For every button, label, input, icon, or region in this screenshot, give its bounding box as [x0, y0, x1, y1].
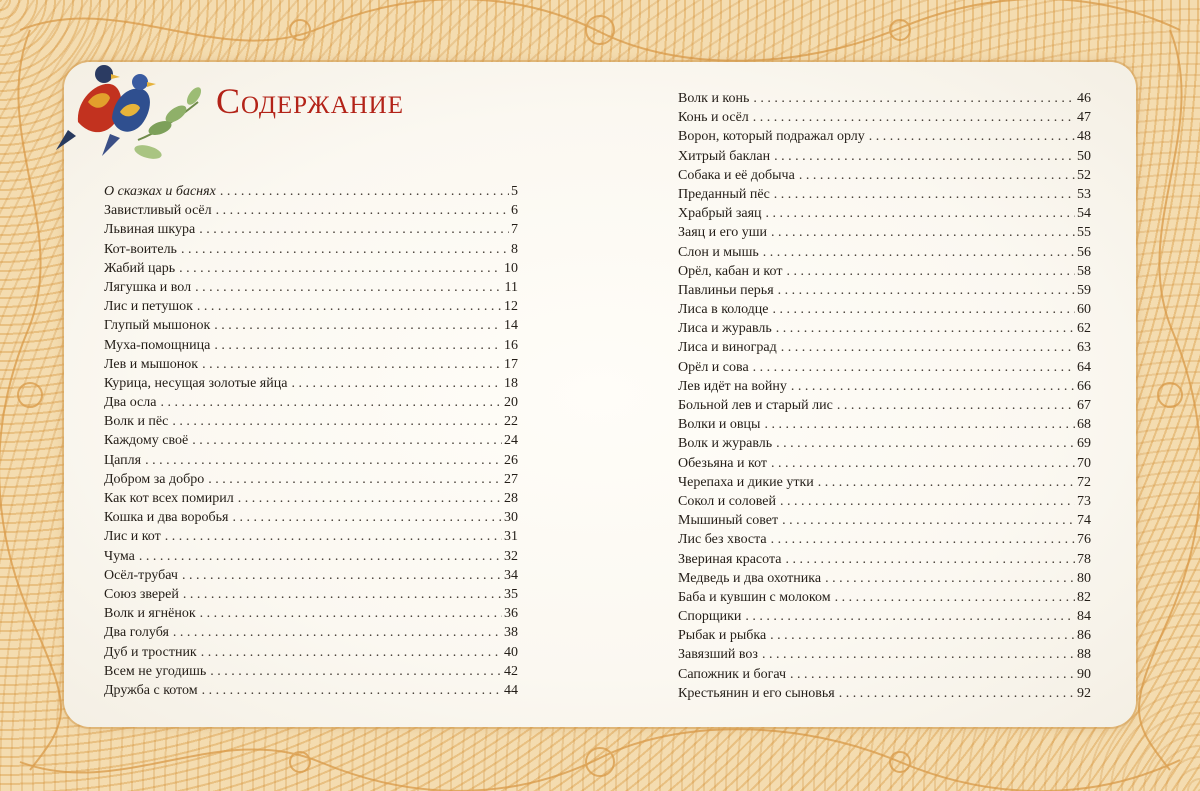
toc-entry-title: Кот-воитель: [104, 241, 177, 257]
toc-entry-page: 73: [1077, 493, 1091, 509]
toc-entry[interactable]: [678, 166, 1091, 185]
toc-entry[interactable]: [104, 451, 518, 470]
toc-entry[interactable]: [678, 588, 1091, 607]
dot-leader: [782, 511, 1075, 530]
toc-entry-page: 54: [1077, 206, 1091, 222]
toc-entry-page: 55: [1077, 225, 1091, 241]
toc-entry[interactable]: [678, 569, 1091, 588]
dot-leader: [199, 220, 509, 239]
toc-entry-title: Черепаха и дикие утки: [678, 474, 814, 490]
toc-entry-title: Звериная красота: [678, 551, 782, 567]
toc-entry-title: Чума: [104, 548, 135, 564]
toc-entry-page: 88: [1077, 647, 1091, 663]
toc-entry-page: 27: [504, 471, 518, 487]
toc-entry[interactable]: [678, 415, 1091, 434]
toc-entry[interactable]: [678, 473, 1091, 492]
dot-leader: [799, 166, 1075, 185]
toc-entry-title: Крестьянин и его сыновья: [678, 685, 835, 701]
toc-entry-title: Мышиный совет: [678, 513, 779, 529]
toc-left-column: [104, 182, 518, 700]
toc-entry-page: 86: [1077, 628, 1091, 644]
toc-entry-title: Волки и овцы: [678, 417, 761, 433]
toc-entry-page: 5: [511, 184, 518, 199]
toc-entry[interactable]: [104, 259, 518, 278]
toc-entry-page: 69: [1077, 436, 1091, 452]
toc-entry-title: Орёл и сова: [678, 359, 749, 375]
toc-entry[interactable]: [104, 662, 518, 681]
toc-entry[interactable]: [104, 681, 518, 700]
dot-leader: [172, 412, 502, 431]
dot-leader: [182, 566, 502, 585]
toc-entry-page: 10: [504, 260, 518, 276]
toc-entry-page: 17: [504, 356, 518, 372]
toc-entry[interactable]: [104, 355, 518, 374]
dot-leader: [786, 262, 1075, 281]
birds-illustration: [48, 52, 228, 172]
toc-entry-page: 6: [511, 203, 518, 219]
dot-leader: [776, 319, 1075, 338]
dot-leader: [791, 377, 1075, 396]
toc-entry[interactable]: [104, 604, 518, 623]
dot-leader: [771, 530, 1075, 549]
toc-entry-title: Волк и пёс: [104, 414, 169, 430]
toc-entry-page: 22: [504, 414, 518, 430]
toc-entry-title: Волк и конь: [678, 91, 750, 106]
dot-leader: [781, 338, 1075, 357]
dot-leader: [778, 281, 1075, 300]
toc-entry-title: Дуб и тростник: [104, 644, 197, 660]
toc-entry-title: Медведь и два охотника: [678, 570, 822, 586]
dot-leader: [197, 297, 502, 316]
toc-entry-page: 68: [1077, 417, 1091, 433]
dot-leader: [291, 374, 502, 393]
toc-entry-title: О сказках и баснях: [104, 184, 216, 199]
toc-entry[interactable]: [678, 492, 1091, 511]
toc-entry[interactable]: [104, 489, 518, 508]
dot-leader: [210, 662, 502, 681]
dot-leader: [839, 684, 1075, 703]
toc-entry-page: 48: [1077, 129, 1091, 145]
toc-entry-page: 64: [1077, 359, 1091, 375]
toc-entry-title: Сапожник и богач: [678, 666, 787, 682]
toc-entry-title: Лягушка и вол: [104, 279, 192, 295]
toc-entry-page: 90: [1077, 666, 1091, 682]
toc-entry[interactable]: [104, 527, 518, 546]
toc-entry-title: Заяц и его уши: [678, 225, 768, 241]
toc-entry[interactable]: [678, 147, 1091, 166]
toc-entry-page: 59: [1077, 282, 1091, 298]
toc-entry-page: 82: [1077, 589, 1091, 605]
toc-entry-title: Ворон, который подражал орлу: [678, 129, 865, 145]
toc-entry[interactable]: [104, 508, 518, 527]
toc-entry-title: Жабий царь: [104, 260, 176, 276]
toc-entry-page: 56: [1077, 244, 1091, 260]
toc-entry-page: 47: [1077, 110, 1091, 126]
toc-entry[interactable]: [104, 643, 518, 662]
toc-entry[interactable]: [678, 185, 1091, 204]
dot-leader: [764, 415, 1075, 434]
toc-entry[interactable]: [104, 585, 518, 604]
toc-entry[interactable]: [678, 358, 1091, 377]
toc-entry-page: 34: [504, 567, 518, 583]
toc-entry-page: 30: [504, 510, 518, 526]
toc-entry-page: 84: [1077, 609, 1091, 625]
toc-entry-title: Лиса и виноград: [678, 340, 777, 356]
toc-entry-title: Баба и кувшин с молоком: [678, 589, 831, 605]
toc-entry[interactable]: [678, 281, 1091, 300]
toc-entry-title: Хитрый баклан: [678, 148, 771, 164]
toc-entry[interactable]: [678, 665, 1091, 684]
toc-entry[interactable]: [678, 396, 1091, 415]
toc-entry-page: 12: [504, 299, 518, 315]
toc-entry-title: Павлиньи перья: [678, 282, 774, 298]
toc-entry-title: Два голубя: [104, 625, 169, 641]
toc-entry-title: Больной лев и старый лис: [678, 398, 833, 413]
toc-entry-title: Обезьяна и кот: [678, 455, 768, 471]
dot-leader: [202, 681, 502, 700]
toc-entry-title: Лев и мышонок: [104, 356, 199, 372]
toc-entry-page: 74: [1077, 513, 1091, 529]
toc-entry-title: Волк и ягнёнок: [104, 606, 196, 622]
toc-entry-page: 92: [1077, 685, 1091, 701]
toc-entry-page: 80: [1077, 570, 1091, 586]
toc-entry[interactable]: [678, 530, 1091, 549]
toc-entry-title: Волк и журавль: [678, 436, 773, 452]
toc-entry-title: Слон и мышь: [678, 244, 759, 260]
toc-entry-title: Завязший воз: [678, 647, 758, 663]
toc-entry-title: Лис и кот: [104, 529, 161, 545]
toc-entry-title: Каждому своё: [104, 433, 189, 449]
toc-entry[interactable]: [104, 470, 518, 489]
dot-leader: [202, 355, 502, 374]
toc-entry[interactable]: [678, 338, 1091, 357]
toc-entry[interactable]: [104, 182, 518, 201]
toc-entry[interactable]: [104, 374, 518, 393]
toc-entry-page: 31: [504, 529, 518, 545]
dot-leader: [818, 473, 1075, 492]
dot-leader: [238, 489, 502, 508]
toc-entry-title: Конь и осёл: [678, 110, 749, 126]
toc-entry-title: Дружба с котом: [104, 682, 198, 698]
toc-entry-page: 46: [1077, 91, 1091, 106]
toc-entry[interactable]: [678, 223, 1091, 242]
dot-leader: [192, 431, 502, 450]
toc-entry[interactable]: [104, 431, 518, 450]
toc-entry[interactable]: [678, 434, 1091, 453]
toc-entry[interactable]: [104, 240, 518, 259]
toc-entry[interactable]: [678, 127, 1091, 146]
toc-entry[interactable]: [678, 377, 1091, 396]
toc-entry-page: 70: [1077, 455, 1091, 471]
dot-leader: [208, 470, 502, 489]
toc-entry-page: 38: [504, 625, 518, 641]
dot-leader: [214, 316, 502, 335]
toc-entry[interactable]: [104, 412, 518, 431]
toc-entry-title: Завистливый осёл: [104, 203, 212, 219]
toc-entry[interactable]: [678, 607, 1091, 626]
toc-entry-page: 78: [1077, 551, 1091, 567]
toc-entry-page: 20: [504, 395, 518, 411]
dot-leader: [773, 300, 1075, 319]
dot-leader: [232, 508, 502, 527]
toc-entry-page: 58: [1077, 263, 1091, 279]
dot-leader: [220, 182, 509, 201]
dot-leader: [837, 396, 1075, 415]
toc-entry-title: Кошка и два воробья: [104, 510, 229, 526]
toc-entry[interactable]: [104, 220, 518, 239]
toc-entry-title: Глупый мышонок: [104, 318, 211, 334]
toc-entry[interactable]: [678, 550, 1091, 569]
dot-leader: [214, 336, 502, 355]
toc-entry[interactable]: [678, 243, 1091, 262]
page-title: Содержание: [216, 81, 405, 121]
toc-entry[interactable]: [104, 297, 518, 316]
dot-leader: [753, 89, 1075, 108]
toc-entry[interactable]: [104, 547, 518, 566]
dot-leader: [774, 185, 1075, 204]
toc-entry-page: 63: [1077, 340, 1091, 356]
dot-leader: [160, 393, 502, 412]
dot-leader: [763, 243, 1075, 262]
dot-leader: [216, 201, 509, 220]
toc-entry-page: 36: [504, 606, 518, 622]
toc-entry-title: Лис без хвоста: [678, 532, 767, 548]
dot-leader: [165, 527, 502, 546]
toc-entry[interactable]: [678, 626, 1091, 645]
toc-entry-title: Собака и её добыча: [678, 167, 795, 183]
dot-leader: [785, 550, 1075, 569]
toc-entry-title: Орёл, кабан и кот: [678, 263, 783, 279]
toc-entry-page: 7: [511, 222, 518, 238]
dot-leader: [753, 358, 1075, 377]
dot-leader: [771, 223, 1075, 242]
toc-entry-title: Как кот всех помирил: [104, 491, 234, 506]
dot-leader: [869, 127, 1075, 146]
toc-entry-title: Всем не угодишь: [104, 663, 207, 679]
toc-entry-title: Лиса и журавль: [678, 321, 772, 337]
toc-entry[interactable]: [104, 566, 518, 585]
toc-entry-title: Курица, несущая золотые яйца: [104, 375, 288, 391]
dot-leader: [825, 569, 1075, 588]
toc-entry[interactable]: [678, 319, 1091, 338]
toc-entry-title: Лис и петушок: [104, 299, 193, 315]
toc-entry-title: Два осла: [104, 395, 157, 411]
toc-entry[interactable]: [104, 393, 518, 412]
toc-entry-page: 53: [1077, 186, 1091, 202]
dot-leader: [776, 434, 1075, 453]
toc-entry-page: 76: [1077, 532, 1091, 548]
toc-entry-title: Преданный пёс: [678, 186, 770, 202]
toc-entry[interactable]: [678, 684, 1091, 703]
toc-entry[interactable]: [104, 623, 518, 642]
toc-entry-title: Храбрый заяц: [678, 206, 762, 222]
toc-entry-title: Лиса в колодце: [678, 302, 769, 318]
dot-leader: [139, 547, 502, 566]
toc-entry-page: 24: [504, 433, 518, 449]
dot-leader: [201, 643, 502, 662]
toc-entry-title: Спорщики: [678, 609, 742, 625]
toc-entry-title: Осёл-трубач: [104, 567, 178, 583]
toc-entry-page: 32: [504, 548, 518, 564]
toc-entry[interactable]: [678, 300, 1091, 319]
toc-entry-page: 42: [504, 663, 518, 679]
dot-leader: [780, 492, 1075, 511]
dot-leader: [790, 665, 1075, 684]
dot-leader: [200, 604, 502, 623]
toc-entry-title: Цапля: [104, 452, 142, 468]
dot-leader: [195, 278, 502, 297]
toc-entry[interactable]: [104, 316, 518, 335]
toc-entry[interactable]: [104, 201, 518, 220]
toc-entry[interactable]: [104, 336, 518, 355]
toc-entry-page: 60: [1077, 302, 1091, 318]
toc-entry[interactable]: [678, 108, 1091, 127]
dot-leader: [181, 240, 509, 259]
toc-entry[interactable]: [678, 645, 1091, 664]
toc-entry-page: 67: [1077, 398, 1091, 413]
toc-entry[interactable]: [678, 204, 1091, 223]
dot-leader: [762, 645, 1075, 664]
toc-entry-page: 16: [504, 337, 518, 353]
dot-leader: [173, 623, 502, 642]
toc-entry-page: 52: [1077, 167, 1091, 183]
toc-right-column: [678, 89, 1091, 703]
dot-leader: [753, 108, 1075, 127]
dot-leader: [835, 588, 1075, 607]
toc-entry[interactable]: [678, 262, 1091, 281]
dot-leader: [145, 451, 502, 470]
toc-entry-page: 28: [504, 491, 518, 506]
toc-entry-title: Львиная шкура: [104, 222, 196, 238]
toc-entry-title: Союз зверей: [104, 586, 179, 602]
toc-entry-title: Рыбак и рыбка: [678, 628, 767, 644]
toc-entry-title: Добром за добро: [104, 471, 205, 487]
toc-entry-page: 18: [504, 375, 518, 391]
toc-entry-page: 14: [504, 318, 518, 334]
toc-entry-page: 11: [504, 279, 518, 295]
toc-entry[interactable]: [104, 278, 518, 297]
dot-leader: [745, 607, 1075, 626]
toc-entry-page: 72: [1077, 474, 1091, 490]
toc-entry-page: 40: [504, 644, 518, 660]
toc-entry-page: 35: [504, 586, 518, 602]
toc-entry[interactable]: [678, 89, 1091, 108]
dot-leader: [179, 259, 502, 278]
toc-entry-page: 26: [504, 452, 518, 468]
dot-leader: [770, 626, 1075, 645]
toc-entry-title: Лев идёт на войну: [678, 378, 787, 394]
toc-entry-title: Сокол и соловей: [678, 493, 776, 509]
dot-leader: [766, 204, 1075, 223]
toc-entry-title: Муха-помощница: [104, 337, 211, 353]
toc-entry[interactable]: [678, 511, 1091, 530]
toc-entry-page: 8: [511, 241, 518, 257]
toc-entry-page: 50: [1077, 148, 1091, 164]
toc-entry-page: 62: [1077, 321, 1091, 337]
toc-entry-page: 66: [1077, 378, 1091, 394]
toc-entry-page: 44: [504, 682, 518, 698]
dot-leader: [771, 454, 1075, 473]
dot-leader: [183, 585, 502, 604]
toc-entry[interactable]: [678, 454, 1091, 473]
dot-leader: [774, 147, 1075, 166]
